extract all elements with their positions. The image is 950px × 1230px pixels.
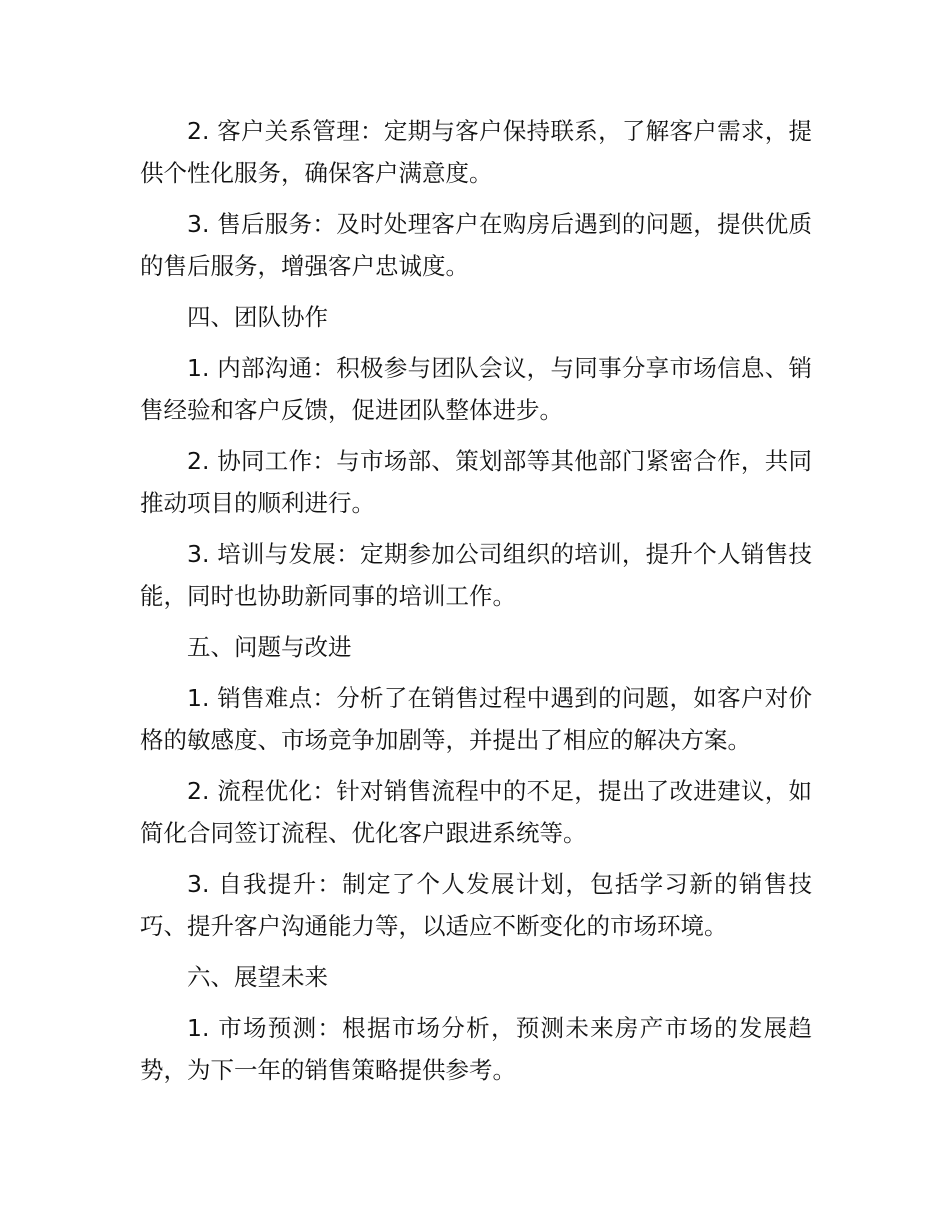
document-page — [140, 110, 812, 1100]
paragraph-self-improvement: 3. 自我提升：制定了个人发展计划，包括学习新的销售技巧、提升客户沟通能力等，以适应不断变化的市场环境。 — [140, 870, 812, 940]
paragraph-collaborative-work: 2. 协同工作：与市场部、策划部等其他部门紧密合作，共同推动项目的顺利进行。 — [140, 447, 812, 517]
paragraph-market-forecast: 1. 市场预测：根据市场分析，预测未来房产市场的发展趋势，为下一年的销售策略提供参考。 — [140, 1014, 812, 1084]
paragraph-internal-communication: 1. 内部沟通：积极参与团队会议，与同事分享市场信息、销售经验和客户反馈，促进团队整体进步。 — [140, 354, 812, 424]
paragraph-customer-relationship: 2. 客户关系管理：定期与客户保持联系，了解客户需求，提供个性化服务，确保客户满意度。 — [140, 117, 812, 187]
paragraph-training-development: 3. 培训与发展：定期参加公司组织的培训，提升个人销售技能，同时也协助新同事的培训工作。 — [140, 540, 812, 610]
section-heading-team-collaboration: 四、团队协作 — [187, 303, 328, 331]
paragraph-sales-difficulties: 1. 销售难点：分析了在销售过程中遇到的问题，如客户对价格的敏感度、市场竞争加剧等，并提出了相应的解决方案。 — [140, 684, 812, 754]
paragraph-process-optimization: 2. 流程优化：针对销售流程中的不足，提出了改进建议，如简化合同签订流程、优化客户跟进系统等。 — [140, 777, 812, 847]
paragraph-after-sales-service: 3. 售后服务：及时处理客户在购房后遇到的问题，提供优质的售后服务，增强客户忠诚度。 — [140, 210, 812, 280]
section-heading-future-outlook: 六、展望未来 — [187, 963, 328, 991]
section-heading-problems-improvement: 五、问题与改进 — [187, 633, 352, 661]
